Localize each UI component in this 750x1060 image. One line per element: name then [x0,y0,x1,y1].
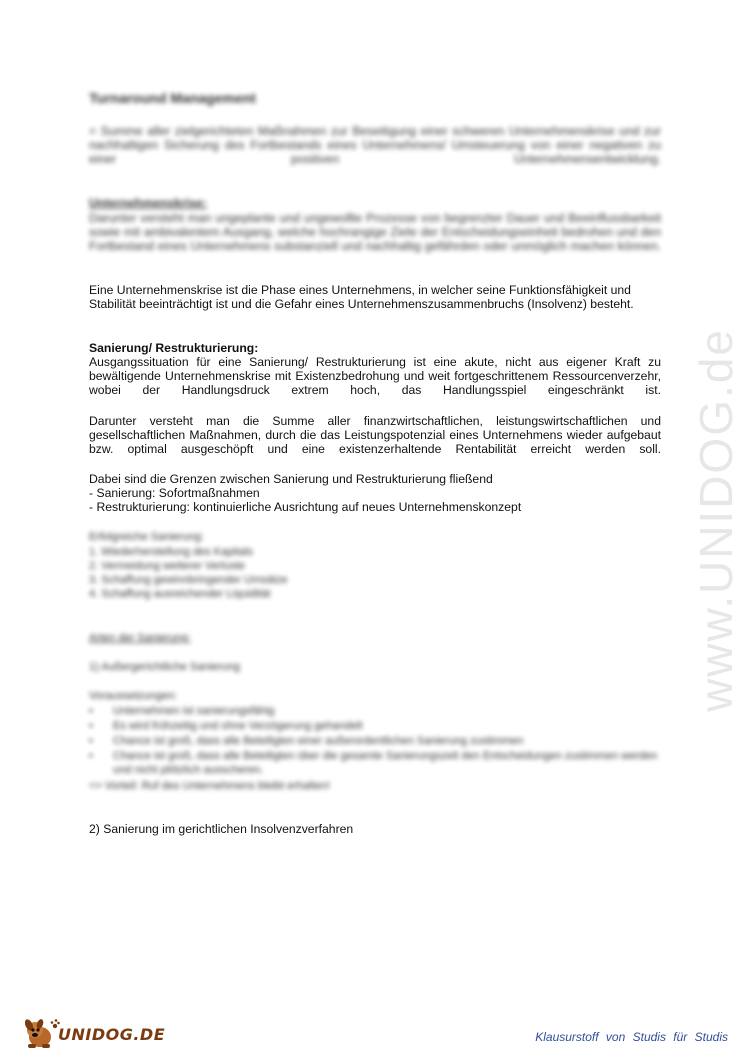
success-item: 2. Vermeidung weiterer Verluste [89,560,245,572]
bullet-icon: • [89,750,93,762]
sanierung-situation: Ausgangssituation für eine Sanierung/ Restrukturierung ist eine akute, nicht aus eigener Kraft zu bewältigende Unternehmenskrise mit Existenzbedrohung und weit fortgeschrittenem Ressourcenverzehr, wobei der Handlungsdruck extrem hoch, das Handlungsspiel eingeschränkt ist. [89,355,661,398]
unidog-logo [22,1016,166,1048]
success-item: 4. Schaffung ausreichender Liquidität [89,588,271,600]
crisis-definition: Darunter versteht man ungeplante und ungewollte Prozesse von begrenzter Dauer und Beeinflussbarkeit sowie mit ambivalentem Ausgang, welche hochrangige Ziele der Entscheidungseinheit bedrohen und den Fortbestand eines Unternehmens substanziell und nachhaltig gefährden oder unmöglich machen können. [89,211,661,254]
sanierung-definition: Darunter versteht man die Summe aller finanzwirtschaftlichen, leistungswirtschaftlichen und gesellschaftlichen Maßnahmen, durch die das Leistungspotenzial eines Unternehmens wieder aufgebaut bzw. optimal ausgeschöpft und eine existenzerhaltende Rentabilität erreicht werden soll. [89,414,661,457]
sanierung-line: - Sanierung: Sofortmaßnahmen [89,486,260,500]
sanierung-boundary: Dabei sind die Grenzen zwischen Sanierung und Restrukturierung fließend [89,472,493,486]
advantage-note: => Vorteil: Ruf des Unternehmens bleibt erhalten! [89,780,330,792]
logo-text: UNIDOG.DE [58,1025,166,1044]
success-item: 1. Wiederherstellung des Kapitals [89,546,253,558]
arten-sub2: 2) Sanierung im gerichtlichen Insolvenzverfahren [89,822,354,836]
footer-slogan: Klausurstoff von Studis für Studis [535,1030,728,1044]
crisis-phase-paragraph: Eine Unternehmenskrise ist die Phase eines Unternehmens, in welcher seine Funktionsfähigkeit und Stabilität beeinträchtigt ist und die Gefahr eines Unternehmenszusammenbruchs (Insolvenz) besteht. [89,283,634,312]
document-page: www.UNIDOG.de Turnaround Management = Summe aller zielgerichteten Maßnahmen zur Beseitigung einer schweren Unternehmenskrise und zur nachhaltigen Sicherung des Fortbestands eines Unternehmens/ Umsteuerung von einer negativen zu einer positiven Unternehmensentwicklung. Unternehmenskrise: Darunter versteht man ungeplante und ungewollte Prozesse von begrenzter Dauer und Beeinflussbarkeit sowie mit ambivalentem Ausgang, welche hochrangige Ziele der Entscheidungseinheit bedrohen und den Fortbestand eines Unternehmens substanziell und nachhaltig gefährden oder unmöglich machen können. Eine Unternehmenskrise ist die Phase eines Unternehmens, in welcher seine Funktionsfähigkeit und Stabilität beeinträchtigt ist und die Gefahr eines Unternehmenszusammenbruchs (Insolvenz) besteht. Sanierung/ Restrukturierung: Ausgangssituation für eine Sanierung/ Restrukturierung ist eine akute, nicht aus eigener Kraft zu bewältigende Unternehmenskrise mit Existenzbedrohung und weit fortgeschrittenem Ressourcenverzehr, wobei der Handlungsdruck extrem hoch, das Handlungsspiel eingeschränkt ist. Darunter versteht man die Summe aller finanzwirtschaftlichen, leistungswirtschaftlichen und gesellschaftlichen Maßnahmen, durch die das Leistungspotenzial eines Unternehmens wieder aufgebaut bzw. optimal ausgeschöpft und eine existenzerhaltende Rentabilität erreicht werden soll. Dabei sind die Grenzen zwischen Sanierung und Restrukturierung fließend - Sanierung: Sofortmaßnahmen - Restrukturierung: kontinuierliche Ausrichtung auf neues Unternehmenskonzept Erfolgreiche Sanierung: 1. Wiederherstellung des Kapitals 2. Vermeidung weiterer Verluste 3. Schaffung gewinnbringender Umsätze 4. Schaffung ausreichender Liquidität Arten der Sanierung: 1) Außergerichtliche Sanierung Voraussetzungen: • Unternehmen ist sanierungsfähig • Es wird frühzeitig und ohne Verzögerung gehandelt • Chance ist groß, dass alle Beteiligten einer außerordentlichen Sanierung zustimmen • Chance ist groß, dass alle Beteiligten über die gesamte Sanierungszeit den Entscheidungen zustimmen werden und nicht plötzlich ausscheren. => Vorteil: Ruf des Unternehmens bleibt erhalten! 2) Sanierung im gerichtlichen Insolvenzverfahren UNIDOG.DE Klausurstoff von Studis für Studis [0,0,750,1060]
restrukturierung-line: - Restrukturierung: kontinuierliche Ausrichtung auf neues Unternehmenskonzept [89,500,522,514]
arten-heading: Arten der Sanierung: [89,632,191,644]
watermark: www.UNIDOG.de [690,328,742,712]
dog-mascot-icon [22,1016,62,1050]
bullet-icon: • [89,705,93,717]
arten-sub1: 1) Außergerichtliche Sanierung [89,661,241,673]
page-title: Turnaround Management [89,90,256,106]
bullet-icon: • [89,720,93,732]
success-heading: Erfolgreiche Sanierung: [89,531,204,543]
crisis-heading: Unternehmenskrise: [89,196,207,210]
success-item: 3. Schaffung gewinnbringender Umsätze [89,574,288,586]
intro-paragraph: = Summe aller zielgerichteten Maßnahmen zur Beseitigung einer schweren Unternehmenskrise und zur nachhaltigen Sicherung des Fortbestands eines Unternehmens/ Umsteuerung von einer negativen zu einer positiven Unternehmensentwicklung. [89,124,661,167]
sanierung-heading: Sanierung/ Restrukturierung: [89,341,259,355]
bullet-icon: • [89,735,93,747]
prereq-heading: Voraussetzungen: [89,690,178,702]
